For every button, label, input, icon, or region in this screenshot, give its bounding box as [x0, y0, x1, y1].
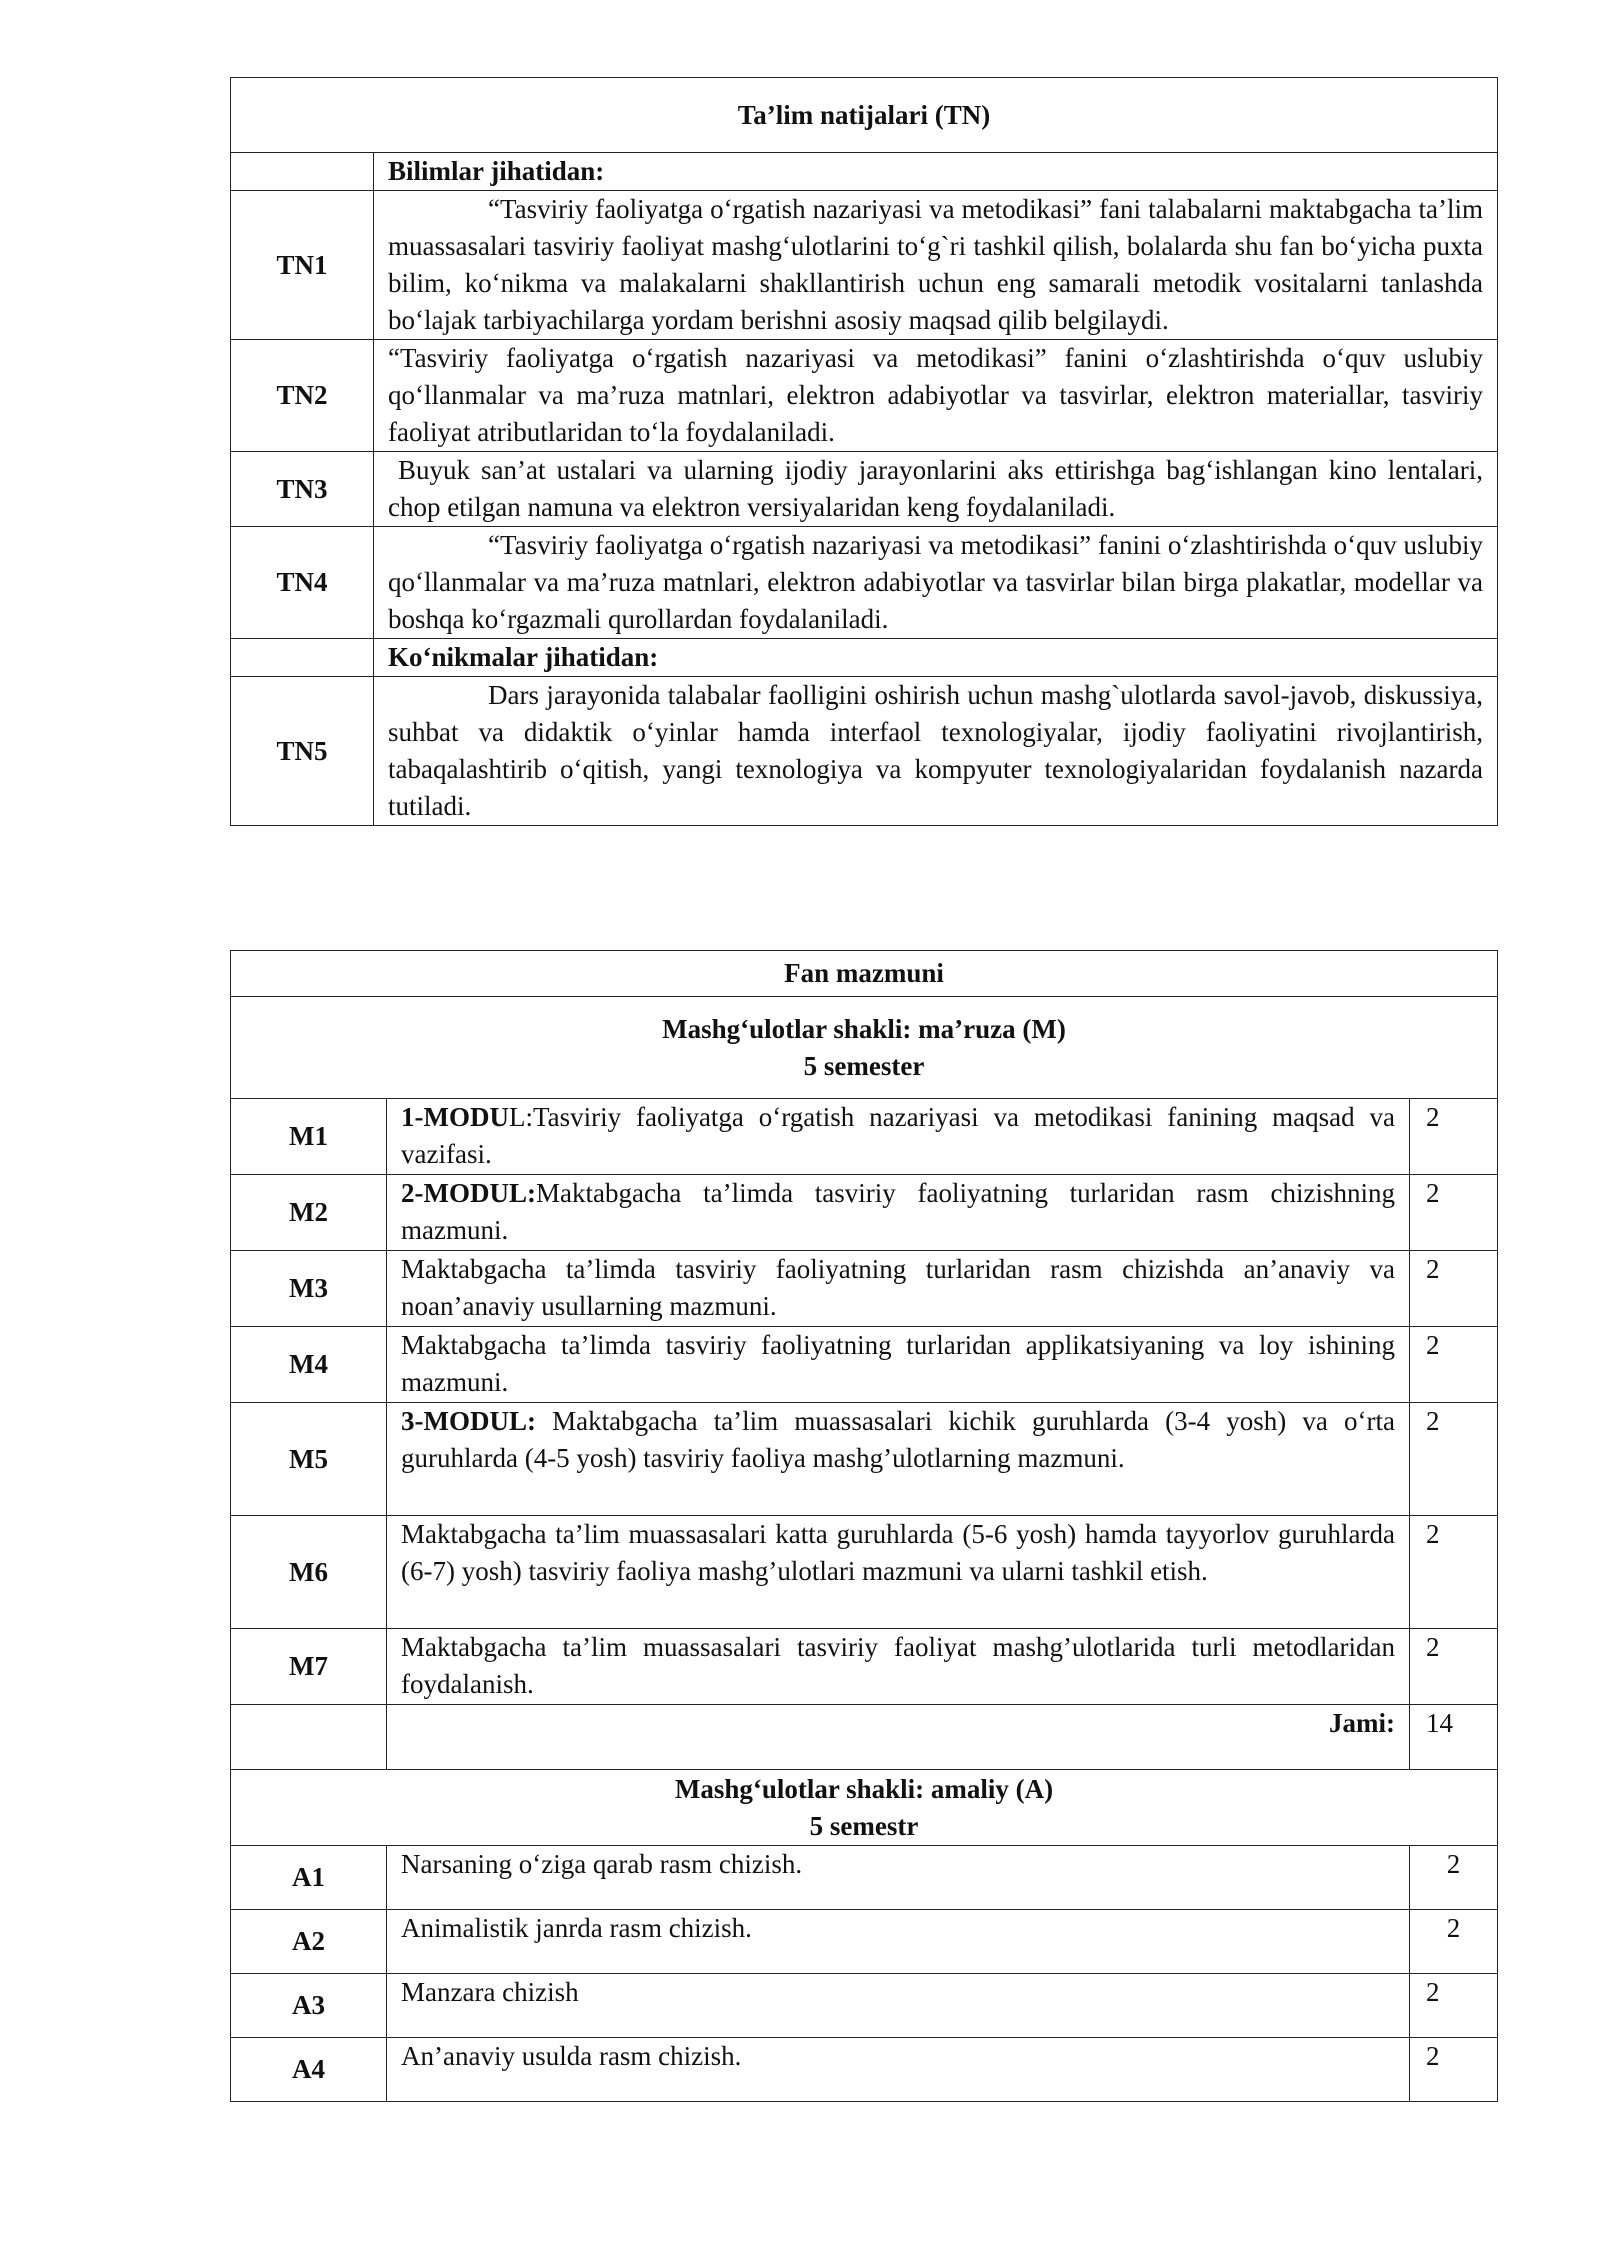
outcome-code: TN4: [231, 527, 374, 639]
lecture-code: M3: [231, 1251, 387, 1327]
lecture-hours: 2: [1410, 1327, 1498, 1403]
outcome-text: Dars jarayonida talabalar faolligini oshirish uchun mashg`ulotlarda savol-javob, diskussiya, suhbat va didaktik o‘yinlar hamda interfaol texnologiyalar, ijodiy faoliyatini rivojlantirish, tabaqalashtirib o‘qitish, yangi texnologiya va kompyuter texnologiyalaridan foydalanish nazarda tutiladi.: [374, 677, 1498, 826]
lecture-text: L:Tasviriy faoliyatga o‘rgatish nazariyasi va metodikasi fanining maqsad va vazifasi.: [401, 1102, 1395, 1169]
practical-code: A4: [231, 2038, 387, 2102]
lecture-code: M6: [231, 1516, 387, 1629]
lecture-text: Maktabgacha ta’lim muassasalari kichik guruhlarda (3-4 yosh) va o‘rta guruhlarda (4-5 yosh) tasviriy faoliya mashg’ulotlarning mazmuni.: [401, 1406, 1395, 1473]
outcome-text: Buyuk san’at ustalari va ularning ijodiy jarayonlarini aks ettirishga bag‘ishlangan kino lentalari, chop etilgan namuna va elektron versiyalaridan keng foydalaniladi.: [374, 452, 1498, 527]
practical-form: Mashg‘ulotlar shakli: amaliy (A): [674, 1773, 1054, 1804]
lecture-topic: [387, 1629, 1410, 1705]
total-label: Jami:: [387, 1705, 1410, 1770]
section-knowledge: Bilimlar jihatidan:: [374, 153, 1498, 191]
lecture-code: M4: [231, 1327, 387, 1403]
lecture-topic: [387, 1403, 1410, 1516]
module-label: 2-MODUL:: [401, 1178, 536, 1208]
lecture-text: Maktabgacha ta’limda tasviriy faoliyatning turlaridan rasm chizishda an’anaviy va noan’anaviy usullarning mazmuni.: [401, 1254, 1395, 1321]
practical-hours: 2: [1410, 1910, 1498, 1974]
lecture-topic: [387, 1516, 1410, 1629]
course-content-title: Fan mazmuni: [231, 951, 1498, 997]
lecture-text: Maktabgacha ta’lim muassasalari katta guruhlarda (5-6 yosh) hamda tayyorlov guruhlarda (6-7) yosh) tasviriy faoliya mashg’ulotlari mazmuni va ularni tashkil etish.: [401, 1519, 1395, 1586]
outcome-text: “Tasviriy faoliyatga o‘rgatish nazariyasi va metodikasi” fani talabalarni maktabgacha ta’lim muassasalari tasviriy faoliyat mashg‘ulotlarini to‘g`ri tashkil qilish, bolalarda shu fan bo‘yicha puxta bilim, ko‘nikma va malakalarni shakllantirish uchun eng samarali metodik vositalarni tanlashda bo‘lajak tarbiyachilarga yordam berishni asosiy maqsad qilib belgilaydi.: [374, 191, 1498, 340]
practical-hours: 2: [1410, 1846, 1498, 1910]
practical-code: A2: [231, 1910, 387, 1974]
lecture-code: M1: [231, 1099, 387, 1175]
lecture-hours: 2: [1410, 1099, 1498, 1175]
empty-cell: [231, 639, 374, 677]
practical-code: A3: [231, 1974, 387, 2038]
lecture-topic: [387, 1175, 1410, 1251]
empty-cell: [231, 153, 374, 191]
outcome-code: TN3: [231, 452, 374, 527]
outcome-code: TN1: [231, 191, 374, 340]
lecture-hours: 2: [1410, 1516, 1498, 1629]
lecture-form: Mashg‘ulotlar shakli: ma’ruza (M): [662, 1013, 1066, 1044]
lecture-text: Maktabgacha ta’lim muassasalari tasviriy faoliyat mashg’ulotlarida turli metodlaridan foydalanish.: [401, 1632, 1395, 1699]
lecture-code: M7: [231, 1629, 387, 1705]
section-skills: Ko‘nikmalar jihatidan:: [374, 639, 1498, 677]
lecture-topic: [387, 1327, 1410, 1403]
outcome-text: “Tasviriy faoliyatga o‘rgatish nazariyasi va metodikasi” fanini o‘zlashtirishda o‘quv uslubiy qo‘llanmalar va ma’ruza matnlari, elektron adabiyotlar va tasvirlar bilan birga plakatlar, modellar va boshqa ko‘rgazmali qurollardan foydalaniladi.: [374, 527, 1498, 639]
total-value: 14: [1410, 1705, 1498, 1770]
practical-header: [231, 1770, 1498, 1846]
lecture-topic: [387, 1251, 1410, 1327]
lecture-code: M5: [231, 1403, 387, 1516]
practical-topic: Narsaning o‘ziga qarab rasm chizish.: [387, 1846, 1410, 1910]
learning-outcomes-title: Ta’lim natijalari (TN): [231, 78, 1498, 153]
learning-outcomes-table: [230, 77, 1498, 826]
lecture-header: [231, 997, 1498, 1099]
lecture-code: M2: [231, 1175, 387, 1251]
lecture-text: Maktabgacha ta’limda tasviriy faoliyatning turlaridan rasm chizishning mazmuni.: [401, 1178, 1395, 1245]
lecture-hours: 2: [1410, 1251, 1498, 1327]
outcome-code: TN2: [231, 340, 374, 452]
practical-topic: Manzara chizish: [387, 1974, 1410, 2038]
lecture-text: Maktabgacha ta’limda tasviriy faoliyatning turlaridan applikatsiyaning va loy ishining mazmuni.: [401, 1330, 1395, 1397]
empty-cell: [231, 1705, 387, 1770]
lecture-hours: 2: [1410, 1403, 1498, 1516]
practical-code: A1: [231, 1846, 387, 1910]
practical-topic: An’anaviy usulda rasm chizish.: [387, 2038, 1410, 2102]
module-label: 1-MODU: [401, 1102, 509, 1132]
lecture-hours: 2: [1410, 1175, 1498, 1251]
practical-topic: Animalistik janrda rasm chizish.: [387, 1910, 1410, 1974]
practical-semester: 5 semestr: [809, 1810, 919, 1841]
module-label: 3-MODUL:: [401, 1406, 536, 1436]
lecture-semester: 5 semester: [803, 1050, 925, 1081]
practical-hours: 2: [1410, 1974, 1498, 2038]
practical-hours: 2: [1410, 2038, 1498, 2102]
outcome-text: “Tasviriy faoliyatga o‘rgatish nazariyasi va metodikasi” fanini o‘zlashtirishda o‘quv uslubiy qo‘llanmalar va ma’ruza matnlari, elektron adabiyotlar va tasvirlar, elektron materiallar, tasviriy faoliyat atributlaridan to‘la foydalaniladi.: [374, 340, 1498, 452]
outcome-code: TN5: [231, 677, 374, 826]
lecture-topic: [387, 1099, 1410, 1175]
lecture-hours: 2: [1410, 1629, 1498, 1705]
course-content-table: [230, 950, 1498, 2102]
